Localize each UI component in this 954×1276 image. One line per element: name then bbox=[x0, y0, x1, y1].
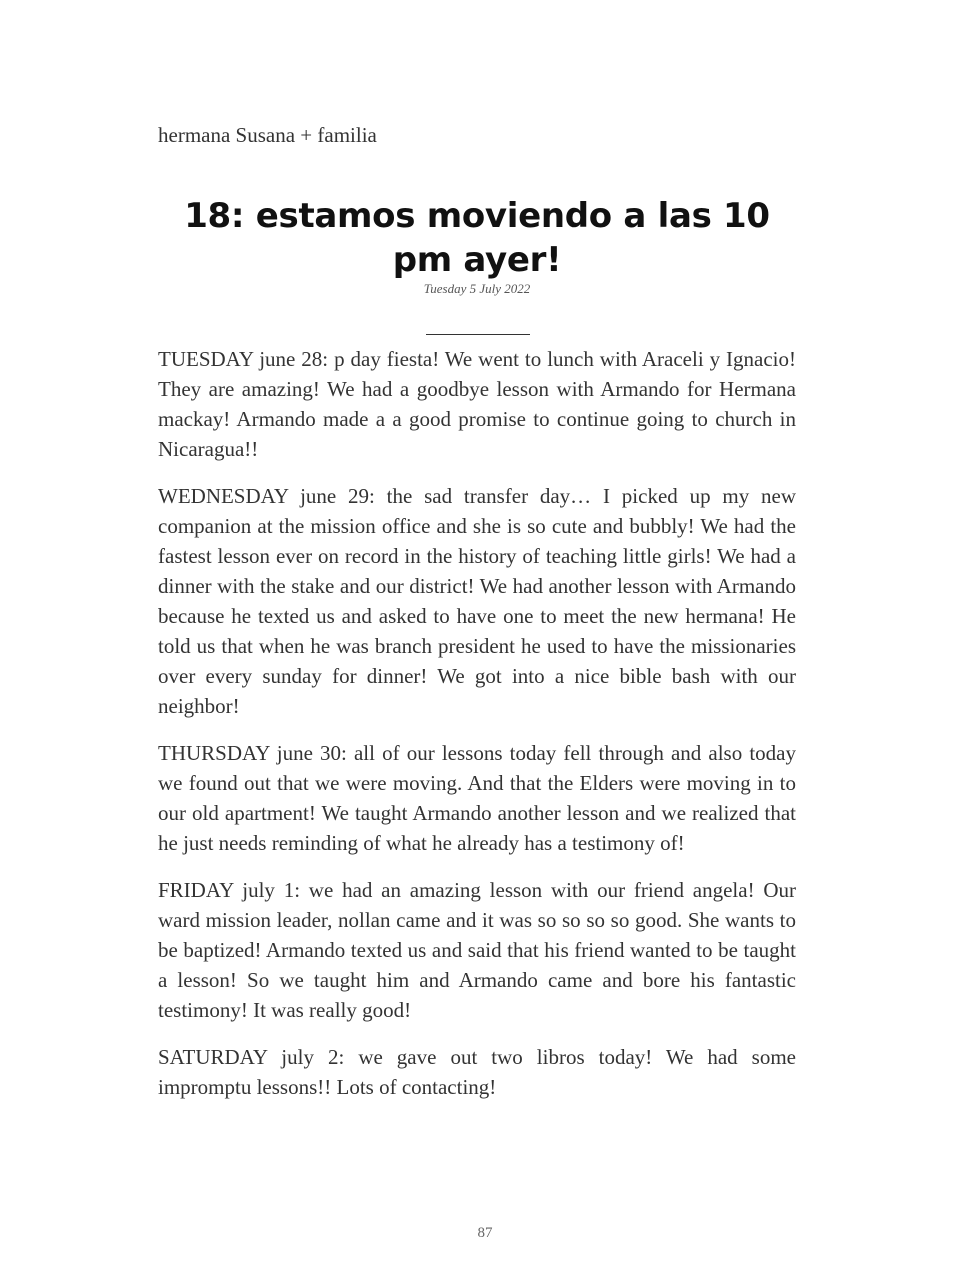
journal-entry-saturday: SATURDAY july 2: we gave out two libros today! We had some impromptu lessons!! Lots of contacting! bbox=[158, 1045, 796, 1099]
journal-entry-tuesday: TUESDAY june 28: p day fiesta! We went to lunch with Araceli y Ignacio! They are amazing! We had a goodbye lesson with Armando for Hermana mackay! Armando made a a good promise to continue going to church in Nicaragua!! bbox=[158, 347, 796, 461]
journal-entry-wednesday: WEDNESDAY june 29: the sad transfer day… I picked up my new companion at the mission office and she is so cute and bubbly! We had the fastest lesson ever on record in the history of teaching little girls! We had a dinner with the stake and our district! We had another lesson with Armando because he texted us and asked to have one to meet the new hermana! He told us that when he was branch president he used to have the missionaries over every sunday for dinner! We got into a nice bible bash with our neighbor! bbox=[158, 484, 796, 718]
post-body bbox=[158, 344, 796, 1119]
journal-entry-friday: FRIDAY july 1: we had an amazing lesson with our friend angela! Our ward mission leader, nollan came and it was so so so so good. She wants to be baptized! Armando texted us and said that his friend wanted to be taught a lesson! So we taught him and Armando came and bore his fantastic testimony! It was really good! bbox=[158, 878, 796, 1022]
post-title: 18: estamos moviendo a las 10 pm ayer! bbox=[184, 196, 770, 280]
signoff-line: hermana Susana + familia bbox=[158, 123, 377, 147]
post-date: Tuesday 5 July 2022 bbox=[423, 281, 531, 296]
journal-entry-thursday: THURSDAY june 30: all of our lessons today fell through and also today we found out that we were moving. And that the Elders were moving in to our old apartment! We taught Armando another lesson and we realized that he just needs reminding of what he already has a testimony of! bbox=[158, 741, 796, 855]
page-number: 87 bbox=[477, 1225, 493, 1241]
title-divider bbox=[426, 334, 530, 335]
